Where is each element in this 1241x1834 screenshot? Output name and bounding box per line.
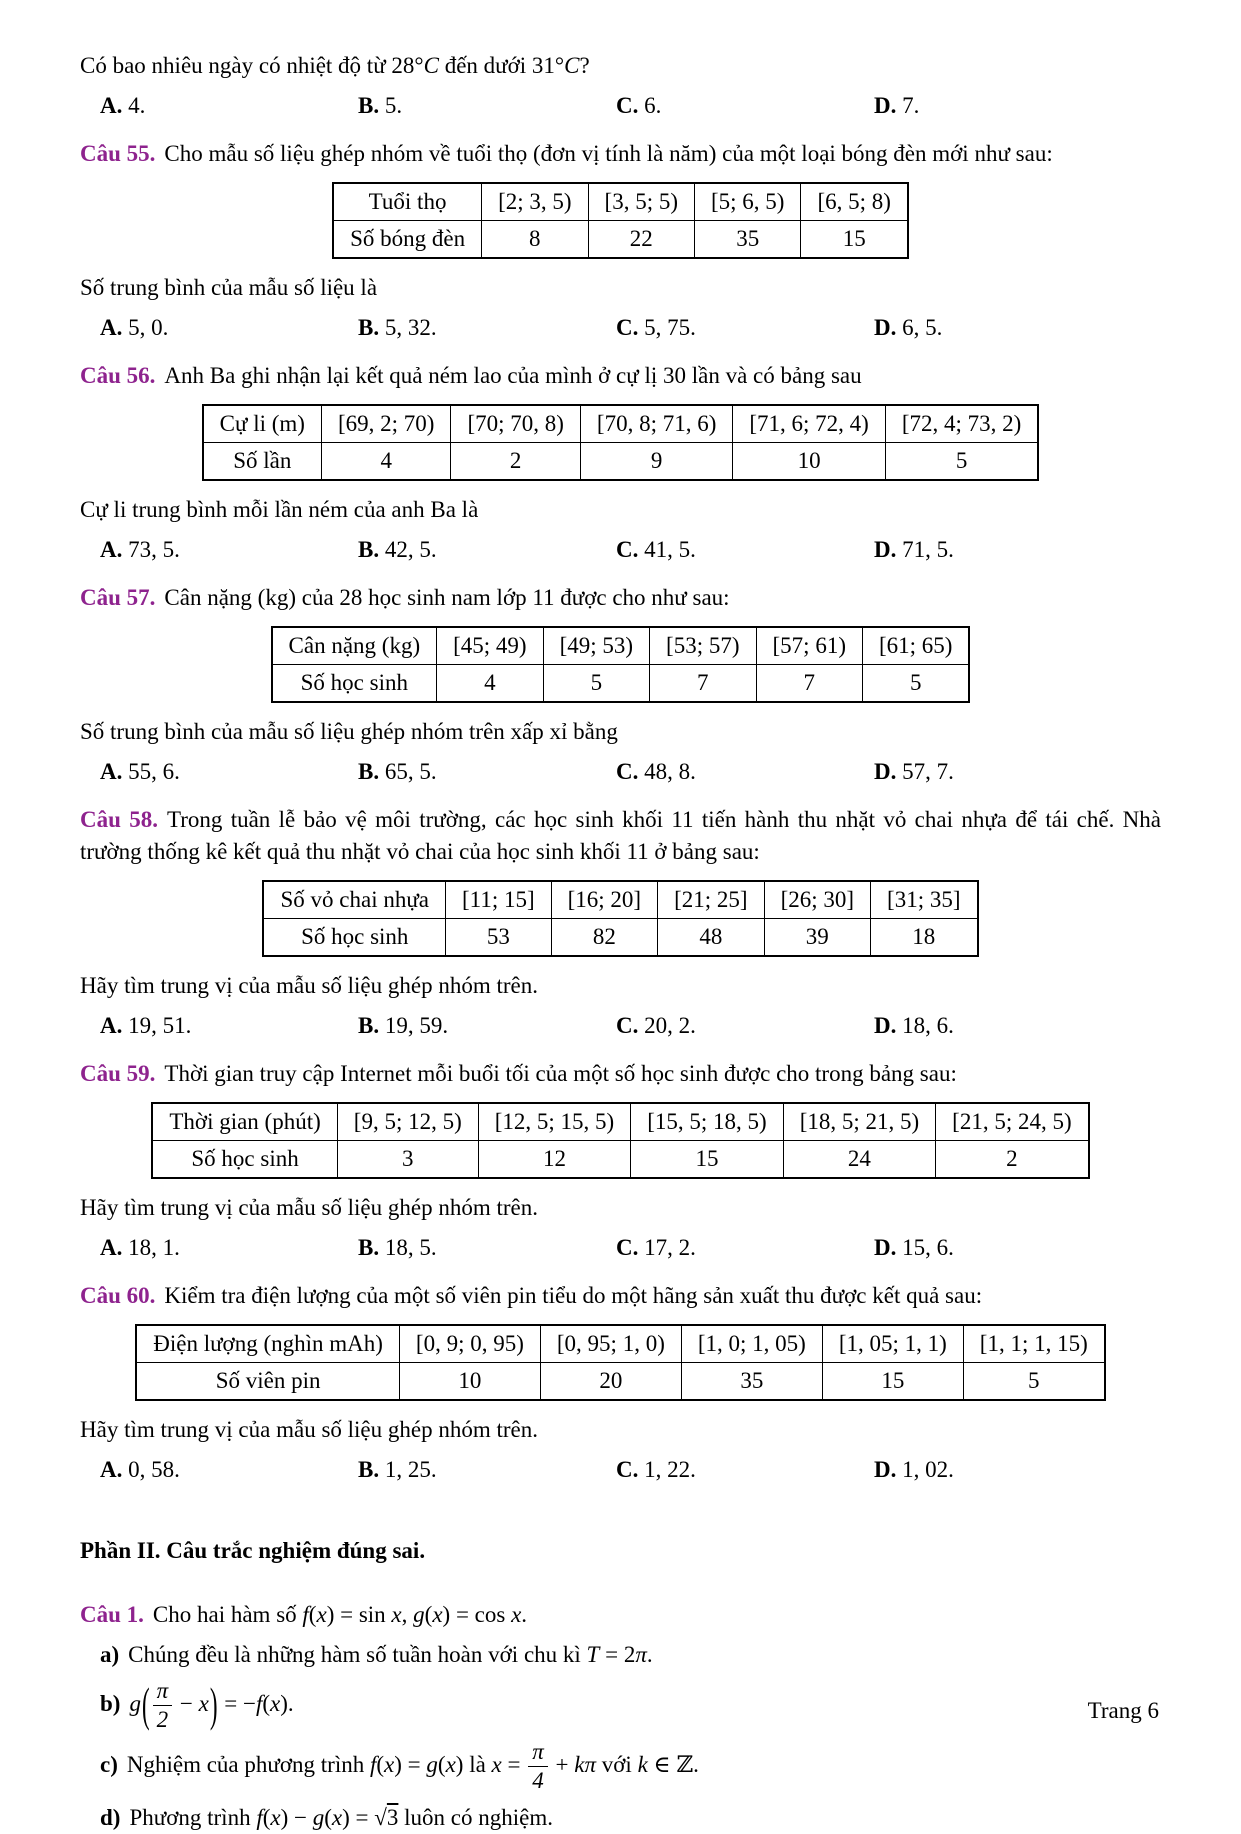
table-cell: Tuổi thọ (333, 183, 482, 221)
option-value: 42, 5. (384, 537, 437, 562)
option-letter: D. (874, 315, 897, 340)
option-letter: D. (874, 1235, 897, 1260)
table-cell: 2 (936, 1141, 1089, 1179)
option-d (874, 1010, 1161, 1041)
statement-text: g( $\frac{\pi}{2}$ − x) = −f(x). (129, 1678, 294, 1733)
option-c (616, 1454, 874, 1485)
option-value: 0, 58. (128, 1457, 180, 1482)
question-intro-text: Cho mẫu số liệu ghép nhóm về tuổi thọ (đơn vị tính là năm) của một loại bóng đèn mới như sau: (164, 141, 1053, 166)
table-cell: Cân nặng (kg) (272, 627, 437, 665)
frequency-table-56 (202, 404, 1040, 481)
question-intro (80, 1058, 1161, 1090)
carryover-options (80, 90, 1161, 121)
part2-question-1 (80, 1599, 1161, 1834)
table-cell: 3 (337, 1141, 478, 1179)
table-cell: 15 (631, 1141, 783, 1179)
option-value: 18, 5. (384, 1235, 437, 1260)
table-cell: 4 (437, 665, 543, 703)
option-value: 57, 7. (902, 759, 954, 784)
option-d (874, 1454, 1161, 1485)
table-cell: [1, 0; 1, 05) (681, 1325, 822, 1363)
option-letter: B. (358, 759, 380, 784)
option-letter: D. (874, 93, 897, 118)
option-letter: B. (358, 537, 380, 562)
question-intro-text: Anh Ba ghi nhận lại kết quả ném lao của mình ở cự lị 30 lần và có bảng sau (164, 363, 862, 388)
table-cell: [11; 15] (446, 881, 552, 919)
table-cell: 35 (681, 1363, 822, 1401)
table-cell: [70; 70, 8) (451, 405, 580, 443)
table-cell: 48 (658, 919, 764, 957)
option-value: 65, 5. (384, 759, 437, 784)
options-row (80, 1232, 1161, 1263)
question-intro (80, 360, 1161, 392)
option-d (874, 312, 1161, 343)
table-cell: Số bóng đèn (333, 221, 482, 259)
option-letter: A. (100, 759, 123, 784)
table-cell: [53; 57) (650, 627, 756, 665)
question-label: Câu 57. (80, 585, 156, 610)
option-value: 19, 59. (384, 1013, 449, 1038)
table-cell: [6, 5; 8) (801, 183, 908, 221)
question-stem: Hãy tìm trung vị của mẫu số liệu ghép nhóm trên. (80, 1195, 538, 1220)
table-data-row (272, 665, 970, 703)
statement-text: Chúng đều là những hàm số tuần hoàn với chu kì T = 2π. (128, 1642, 653, 1667)
frequency-table-60 (135, 1324, 1106, 1401)
question-label: Câu 55. (80, 141, 156, 166)
table-header-row (272, 627, 970, 665)
question-intro-math: Cho hai hàm số f(x) = sin x, g(x) = cos x. (152, 1602, 528, 1627)
option-value: 20, 2. (644, 1013, 696, 1038)
table-header-row (203, 405, 1039, 443)
carryover-question-text: Có bao nhiêu ngày có nhiệt độ từ 28°C đến dưới 31°C? (80, 53, 590, 78)
option-b (358, 1232, 616, 1263)
options-row (80, 1454, 1161, 1485)
table-cell: Số lần (203, 443, 322, 481)
option-c (616, 756, 874, 787)
option-a (100, 1010, 358, 1041)
part2-heading: Phần II. Câu trắc nghiệm đúng sai. (80, 1538, 426, 1563)
option-value: 5, 75. (644, 315, 696, 340)
table-cell: 24 (783, 1141, 935, 1179)
option-c (616, 1010, 874, 1041)
statement-label: d) (100, 1804, 121, 1830)
option-letter: D. (874, 1457, 897, 1482)
option-letter: C. (616, 1457, 639, 1482)
question-intro (80, 804, 1161, 868)
question-intro-text: Cân nặng (kg) của 28 học sinh nam lớp 11 được cho như sau: (164, 585, 730, 610)
table-cell: [1, 05; 1, 1) (822, 1325, 963, 1363)
table-cell: 10 (399, 1363, 540, 1401)
statement-b (80, 1679, 1161, 1732)
table-cell: 18 (871, 919, 978, 957)
question-label: Câu 60. (80, 1283, 156, 1308)
question-55 (80, 138, 1161, 343)
table-header-row (333, 183, 908, 221)
table-cell: [71, 6; 72, 4) (733, 405, 885, 443)
table-cell: 5 (963, 1363, 1104, 1401)
option-d (874, 534, 1161, 565)
table-cell: 5 (862, 665, 969, 703)
table-data-row (152, 1141, 1088, 1179)
table-cell: 39 (764, 919, 870, 957)
option-value: 17, 2. (644, 1235, 696, 1260)
question-stem: Hãy tìm trung vị của mẫu số liệu ghép nhóm trên. (80, 1417, 538, 1442)
option-letter: A. (100, 1235, 123, 1260)
option-b (358, 756, 616, 787)
option-value: 5. (384, 93, 403, 118)
table-cell: 8 (482, 221, 588, 259)
statement-c (80, 1740, 1161, 1793)
option-letter: A. (100, 1457, 123, 1482)
table-cell: [45; 49) (437, 627, 543, 665)
table-cell: Số học sinh (263, 919, 445, 957)
option-b (358, 1010, 616, 1041)
option-d (874, 1232, 1161, 1263)
table-cell: 22 (588, 221, 694, 259)
statement-label: b) (100, 1690, 121, 1716)
table-header-row (263, 881, 977, 919)
question-label: Câu 58. (80, 807, 158, 832)
table-cell: 10 (733, 443, 885, 481)
option-a (100, 756, 358, 787)
table-cell: 5 (543, 665, 649, 703)
question-stem: Cự li trung bình mỗi lần ném của anh Ba là (80, 497, 479, 522)
table-cell: [21, 5; 24, 5) (936, 1103, 1089, 1141)
statement-d (80, 1802, 1161, 1834)
table-header-row (136, 1325, 1105, 1363)
table-cell: [2; 3, 5) (482, 183, 588, 221)
option-letter: A. (100, 93, 123, 118)
option-value: 55, 6. (128, 759, 180, 784)
table-cell: 7 (756, 665, 862, 703)
option-b (358, 534, 616, 565)
question-intro (80, 1280, 1161, 1312)
table-cell: [18, 5; 21, 5) (783, 1103, 935, 1141)
statement-label: a) (100, 1642, 120, 1667)
question-intro (80, 138, 1161, 170)
option-letter: A. (100, 537, 123, 562)
table-cell: [72, 4; 73, 2) (885, 405, 1038, 443)
option-c (616, 1232, 874, 1263)
options-row (80, 756, 1161, 787)
option-b (358, 90, 616, 121)
table-header-row (152, 1103, 1088, 1141)
table-cell: 4 (321, 443, 450, 481)
option-letter: D. (874, 1013, 897, 1038)
table-cell: 15 (801, 221, 908, 259)
option-a (100, 312, 358, 343)
option-value: 4. (128, 93, 146, 118)
table-cell: [49; 53) (543, 627, 649, 665)
option-letter: B. (358, 315, 380, 340)
table-cell: [26; 30] (764, 881, 870, 919)
table-cell: Số vỏ chai nhựa (263, 881, 445, 919)
question-intro-text: Thời gian truy cập Internet mỗi buổi tối của một số học sinh được cho trong bảng sau: (164, 1061, 957, 1086)
table-cell: 15 (822, 1363, 963, 1401)
statement-a (80, 1639, 1161, 1671)
option-letter: D. (874, 537, 897, 562)
option-value: 41, 5. (644, 537, 696, 562)
option-letter: C. (616, 315, 639, 340)
table-cell: 82 (551, 919, 657, 957)
table-data-row (333, 221, 908, 259)
table-cell: [16; 20] (551, 881, 657, 919)
table-cell: 20 (540, 1363, 681, 1401)
table-cell: 5 (885, 443, 1038, 481)
question-stem: Số trung bình của mẫu số liệu ghép nhóm trên xấp xỉ bằng (80, 719, 618, 744)
option-value: 1, 25. (384, 1457, 437, 1482)
table-cell: [9, 5; 12, 5) (337, 1103, 478, 1141)
option-a (100, 534, 358, 565)
question-56 (80, 360, 1161, 565)
option-letter: D. (874, 759, 897, 784)
option-value: 19, 51. (128, 1013, 192, 1038)
option-value: 48, 8. (644, 759, 696, 784)
question-59 (80, 1058, 1161, 1263)
option-value: 7. (902, 93, 920, 118)
option-a (100, 1454, 358, 1485)
option-value: 71, 5. (902, 537, 954, 562)
option-d (874, 756, 1161, 787)
table-cell: [69, 2; 70) (321, 405, 450, 443)
option-letter: B. (358, 1235, 380, 1260)
option-d (874, 90, 1161, 121)
page-number: Trang 6 (1087, 1698, 1159, 1723)
table-cell: 9 (580, 443, 732, 481)
option-value: 1, 02. (902, 1457, 954, 1482)
table-cell: Số học sinh (272, 665, 437, 703)
question-58 (80, 804, 1161, 1041)
question-label: Câu 1. (80, 1602, 144, 1627)
table-cell: [0, 9; 0, 95) (399, 1325, 540, 1363)
table-cell: [15, 5; 18, 5) (631, 1103, 783, 1141)
option-value: 1, 22. (644, 1457, 696, 1482)
option-value: 6, 5. (902, 315, 943, 340)
option-value: 5, 0. (128, 315, 169, 340)
option-letter: C. (616, 1235, 639, 1260)
option-c (616, 534, 874, 565)
option-letter: C. (616, 759, 639, 784)
table-cell: [3, 5; 5) (588, 183, 694, 221)
question-intro (80, 1599, 1161, 1631)
option-letter: A. (100, 1013, 123, 1038)
table-cell: 35 (695, 221, 801, 259)
options-row (80, 534, 1161, 565)
question-label: Câu 59. (80, 1061, 156, 1086)
table-data-row (263, 919, 977, 957)
table-cell: [0, 95; 1, 0) (540, 1325, 681, 1363)
table-cell: 12 (478, 1141, 630, 1179)
table-cell: [21; 25] (658, 881, 764, 919)
option-c (616, 90, 874, 121)
table-cell: Thời gian (phút) (152, 1103, 337, 1141)
option-letter: C. (616, 93, 639, 118)
table-cell: [31; 35] (871, 881, 978, 919)
option-value: 5, 32. (384, 315, 437, 340)
option-letter: B. (358, 1457, 380, 1482)
option-letter: C. (616, 537, 639, 562)
option-letter: A. (100, 315, 123, 340)
table-cell: [5; 6, 5) (695, 183, 801, 221)
frequency-table-57 (271, 626, 971, 703)
table-cell: 53 (446, 919, 552, 957)
option-value: 73, 5. (128, 537, 180, 562)
table-cell: [1, 1; 1, 15) (963, 1325, 1104, 1363)
question-intro-text: Kiểm tra điện lượng của một số viên pin tiểu do một hãng sản xuất thu được kết quả sau: (164, 1283, 983, 1308)
statement-label: c) (100, 1752, 118, 1778)
options-row (80, 312, 1161, 343)
table-cell: [12, 5; 15, 5) (478, 1103, 630, 1141)
option-a (100, 90, 358, 121)
option-c (616, 312, 874, 343)
table-cell: [70, 8; 71, 6) (580, 405, 732, 443)
table-cell: 7 (650, 665, 756, 703)
question-stem: Hãy tìm trung vị của mẫu số liệu ghép nhóm trên. (80, 973, 538, 998)
option-value: 18, 6. (902, 1013, 954, 1038)
table-cell: Cự li (m) (203, 405, 322, 443)
table-data-row (203, 443, 1039, 481)
option-value: 15, 6. (902, 1235, 954, 1260)
table-cell: Số học sinh (152, 1141, 337, 1179)
options-row (80, 1010, 1161, 1041)
statement-text: Phương trình f(x) − g(x) = √3 luôn có nghiệm. (129, 1804, 553, 1830)
frequency-table-59 (151, 1102, 1089, 1179)
question-60 (80, 1280, 1161, 1485)
frequency-table-55 (332, 182, 909, 259)
question-intro-text: Trong tuần lễ bảo vệ môi trường, các học sinh khối 11 tiến hành thu nhặt vỏ chai nhựa để tái chế. Nhà trường thống kê kết quả thu nhặt vỏ chai của học sinh khối 11 ở bảng sau: (80, 807, 1161, 864)
option-a (100, 1232, 358, 1263)
option-letter: B. (358, 93, 380, 118)
question-intro (80, 582, 1161, 614)
table-cell: [61; 65) (862, 627, 969, 665)
table-cell: 2 (451, 443, 580, 481)
statement-text: Nghiệm của phương trình f(x) = g(x) là x = $\frac{\pi}{4}$ + kπ với k ∈ ℤ. (126, 1739, 699, 1794)
table-data-row (136, 1363, 1105, 1401)
table-cell: [57; 61) (756, 627, 862, 665)
option-value: 6. (644, 93, 662, 118)
option-letter: C. (616, 1013, 639, 1038)
option-b (358, 1454, 616, 1485)
option-b (358, 312, 616, 343)
question-stem: Số trung bình của mẫu số liệu là (80, 275, 378, 300)
table-cell: Số viên pin (136, 1363, 399, 1401)
option-value: 18, 1. (128, 1235, 180, 1260)
frequency-table-58 (262, 880, 978, 957)
question-57 (80, 582, 1161, 787)
option-letter: B. (358, 1013, 380, 1038)
table-cell: Điện lượng (nghìn mAh) (136, 1325, 399, 1363)
question-label: Câu 56. (80, 363, 156, 388)
